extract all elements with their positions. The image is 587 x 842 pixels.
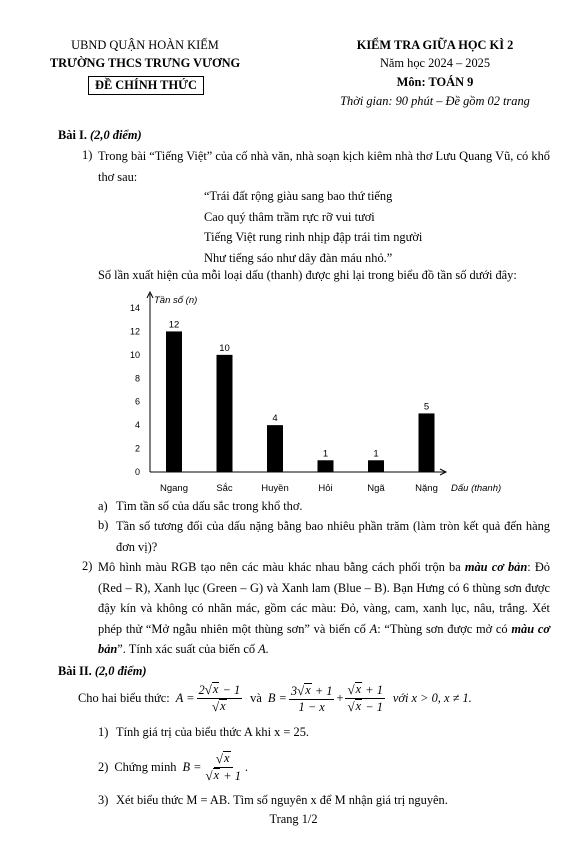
- expression-A: 2 √ x − 1 √ x: [198, 682, 241, 714]
- x-axis-label: Dấu (thanh): [451, 483, 502, 494]
- frequency-bar-chart: [0, 284, 587, 494]
- school-name: TRƯỜNG THCS TRƯNG VƯƠNG: [49, 56, 241, 70]
- bar: [419, 413, 435, 472]
- exam-title: KIỂM TRA GIỮA HỌC KÌ 2: [356, 38, 514, 52]
- expression-B-fraction-2: √ x + 1 √ x − 1: [347, 682, 383, 714]
- y-tick-label: 2: [134, 443, 140, 454]
- y-tick-label: 6: [134, 396, 140, 407]
- emphasis-primary-color: màu cơ bản: [464, 560, 528, 574]
- s2-question-1-text: Tính giá trị của biểu thức A khi x = 25.: [116, 725, 309, 739]
- y-tick-label: 8: [134, 373, 140, 384]
- poem-line: Cao quý thâm trầm rực rỡ vui tươi: [204, 209, 375, 224]
- page-number: Trang 1/2: [269, 812, 318, 826]
- question-2-number: 2): [82, 559, 93, 573]
- poem-line: Tiếng Việt rung rinh nhịp đập trái tim người: [204, 230, 423, 244]
- question-a-label: a): [98, 499, 108, 513]
- given-expressions: Cho hai biểu thức: A = 2 √ x − 1 √ x và B = 3 √ x + 1 1 − x + √ x + 1 √ x − 1 với x > 0, x ≠ 1.: [78, 682, 472, 714]
- s2-question-2: 2) Chứng minh B = √ x √ x + 1 .: [98, 751, 249, 783]
- bar-value-label: 1: [373, 448, 379, 460]
- question-b-text: Tần số tương đối của dấu nặng bằng bao nhiêu phần trăm (làm tròn kết quả đến hàng đơn vị)?: [116, 519, 550, 554]
- subject: Môn: TOÁN 9: [396, 75, 474, 89]
- y-axis-label: Tần số (n): [154, 295, 198, 306]
- poem: [204, 186, 422, 268]
- official-stamp: ĐỀ CHÍNH THỨC: [88, 76, 204, 95]
- bar-value-label: 1: [322, 448, 329, 460]
- bar-value-label: 12: [168, 319, 180, 331]
- s2-question-3-text: Xét biểu thức M = AB. Tìm số nguyên x để M nhận giá trị nguyên.: [116, 793, 448, 807]
- bar-value-label: 10: [219, 342, 230, 354]
- bar: [267, 425, 283, 472]
- x-tick-label: Nặng: [415, 483, 438, 494]
- y-tick-label: 4: [134, 420, 140, 431]
- bar: [217, 355, 233, 472]
- y-tick-label: 12: [129, 326, 140, 337]
- question-1-text: Trong bài “Tiếng Việt” của cố nhà văn, nhà soạn kịch kiêm nhà thơ Lưu Quang Vũ, có khổ thơ sau:: [98, 149, 550, 184]
- district-name: UBND QUẬN HOÀN KIẾM: [71, 38, 219, 52]
- expression-B-simplified: √ x √ x + 1: [205, 751, 241, 783]
- bar-value-label: 5: [423, 401, 430, 413]
- s2-question-1-number: 1): [98, 725, 109, 739]
- y-tick-label: 0: [134, 467, 140, 477]
- chart-intro: Số lần xuất hiện của mỗi loại dấu (thanh) được ghi lại trong biểu đồ tần số dưới đây:: [98, 268, 517, 282]
- y-tick-label: 10: [129, 349, 140, 360]
- question-2-text: Mô hình màu RGB tạo nên các màu khác nhau bằng cách phối trộn ba màu cơ bản: Đỏ (Red – R), Xanh lục (Green – G) và Xanh lam (Blue – B). Bạn Hưng có 6 thùng sơn được đậy kín và không có nhãn mác, gồm các màu: Đỏ, vàng, cam, xanh lục, nâu, trắng. Xét phép thử “Mở ngẫu nhiên một thùng sơn” và biến cố A: “Thùng sơn được mở có màu cơ bản”. Tính xác suất của biến cố A.: [98, 560, 550, 656]
- poem-line: Như tiếng sáo như dây đàn máu nhỏ.”: [204, 250, 393, 265]
- emphasis-primary-color: màu cơ bản: [98, 621, 550, 656]
- question-a-text: Tìm tần số của dấu sắc trong khổ thơ.: [116, 499, 303, 513]
- school-year: Năm học 2024 – 2025: [379, 56, 491, 70]
- question-b-label: b): [98, 518, 109, 532]
- x-tick-label: Sắc: [216, 483, 233, 494]
- bar: [368, 460, 384, 472]
- bar: [166, 331, 182, 472]
- section-1-heading: Bài I. (2,0 điểm): [58, 128, 142, 142]
- y-tick-label: 14: [129, 303, 140, 313]
- x-tick-label: Hỏi: [318, 483, 333, 494]
- x-tick-label: Ngang: [160, 483, 188, 494]
- time-info: Thời gian: 90 phút – Đề gồm 02 trang: [340, 94, 530, 108]
- x-tick-label: Huyền: [261, 483, 289, 494]
- section-2-heading: Bài II. (2,0 điểm): [58, 664, 147, 678]
- bar-value-label: 4: [272, 413, 278, 425]
- x-tick-label: Ngã: [367, 483, 385, 494]
- poem-line: “Trái đất rộng giàu sang bao thứ tiếng: [204, 189, 393, 203]
- s2-question-3-number: 3): [98, 793, 109, 807]
- expression-B-fraction-1: 3 √ x + 1 1 − x: [290, 682, 333, 714]
- question-1-number: 1): [82, 148, 93, 162]
- bar: [318, 460, 334, 472]
